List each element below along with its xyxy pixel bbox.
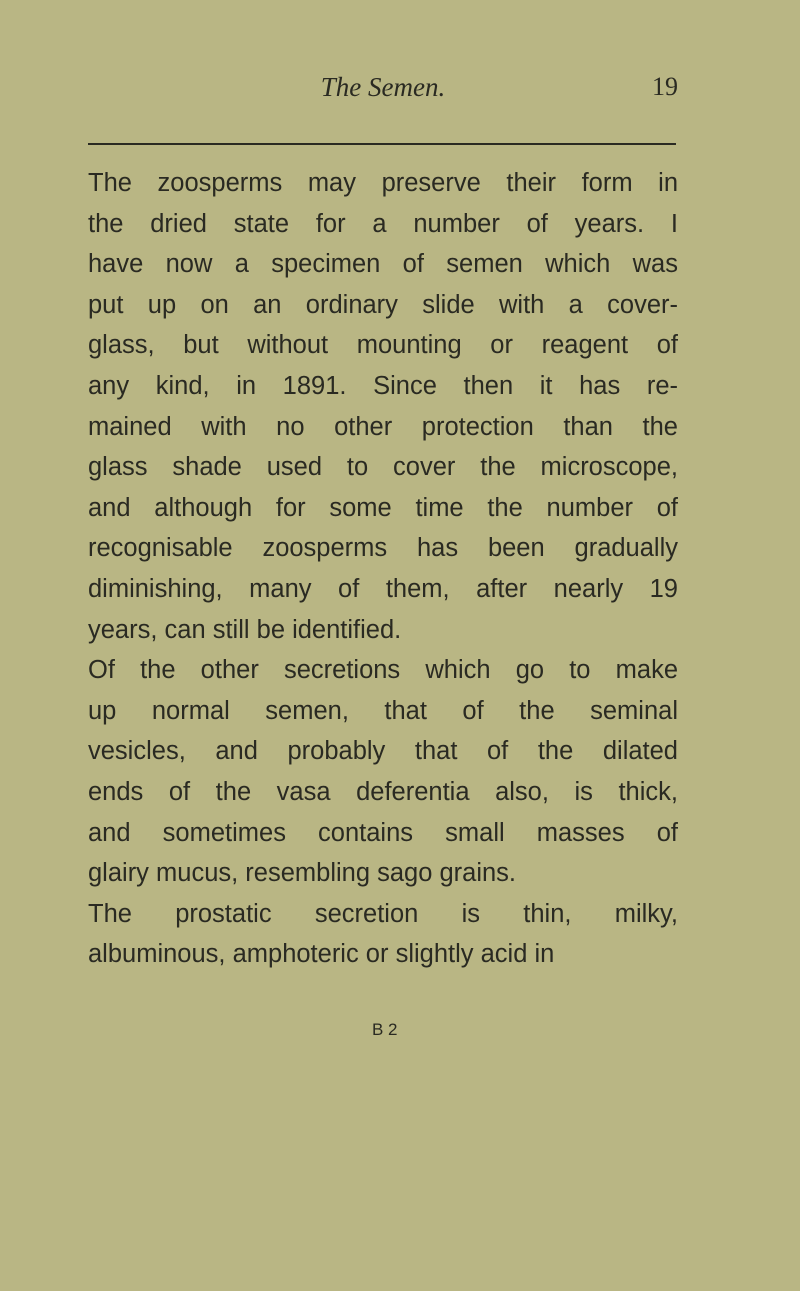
text-line: put up on an ordinary slide with a cover- [88, 290, 678, 319]
text-line: The zoosperms may preserve their form in [88, 169, 678, 197]
text-line: albuminous, amphoteric or slightly acid in [88, 940, 555, 969]
text-line: The prostatic secretion is thin, milky, [88, 899, 678, 928]
text-line: glass shade used to cover the microscope, [88, 453, 678, 482]
text-line: diminishing, many of them, after nearly 19 [88, 574, 678, 603]
text-line: and sometimes contains small masses of [88, 818, 678, 847]
text-line: ends of the vasa deferentia also, is thick, [88, 777, 678, 806]
text-line: the dried state for a number of years. I [88, 209, 678, 238]
running-header [88, 60, 678, 110]
text-line: recognisable zoosperms has been gradually [88, 534, 678, 563]
running-title: The Semen. [320, 72, 446, 102]
text-line: and although for some time the number of [88, 493, 678, 522]
text-line: up normal semen, that of the seminal [88, 696, 678, 725]
text-line: any kind, in 1891. Since then it has re- [88, 371, 678, 400]
text-line: vesicles, and probably that of the dilated [88, 737, 678, 766]
text-line: years, can still be identified. [88, 615, 402, 644]
header-rule [88, 143, 676, 145]
text-line: glass, but without mounting or reagent of [88, 331, 678, 360]
signature-mark: B 2 [372, 1020, 398, 1039]
text-line: glairy mucus, resembling sago grains. [88, 859, 517, 888]
text-line: have now a specimen of semen which was [88, 250, 678, 279]
body-text [88, 163, 678, 975]
text-line: Of the other secretions which go to make [88, 656, 678, 685]
text-line: mained with no other protection than the [88, 412, 678, 441]
page-number: 19 [652, 72, 678, 101]
